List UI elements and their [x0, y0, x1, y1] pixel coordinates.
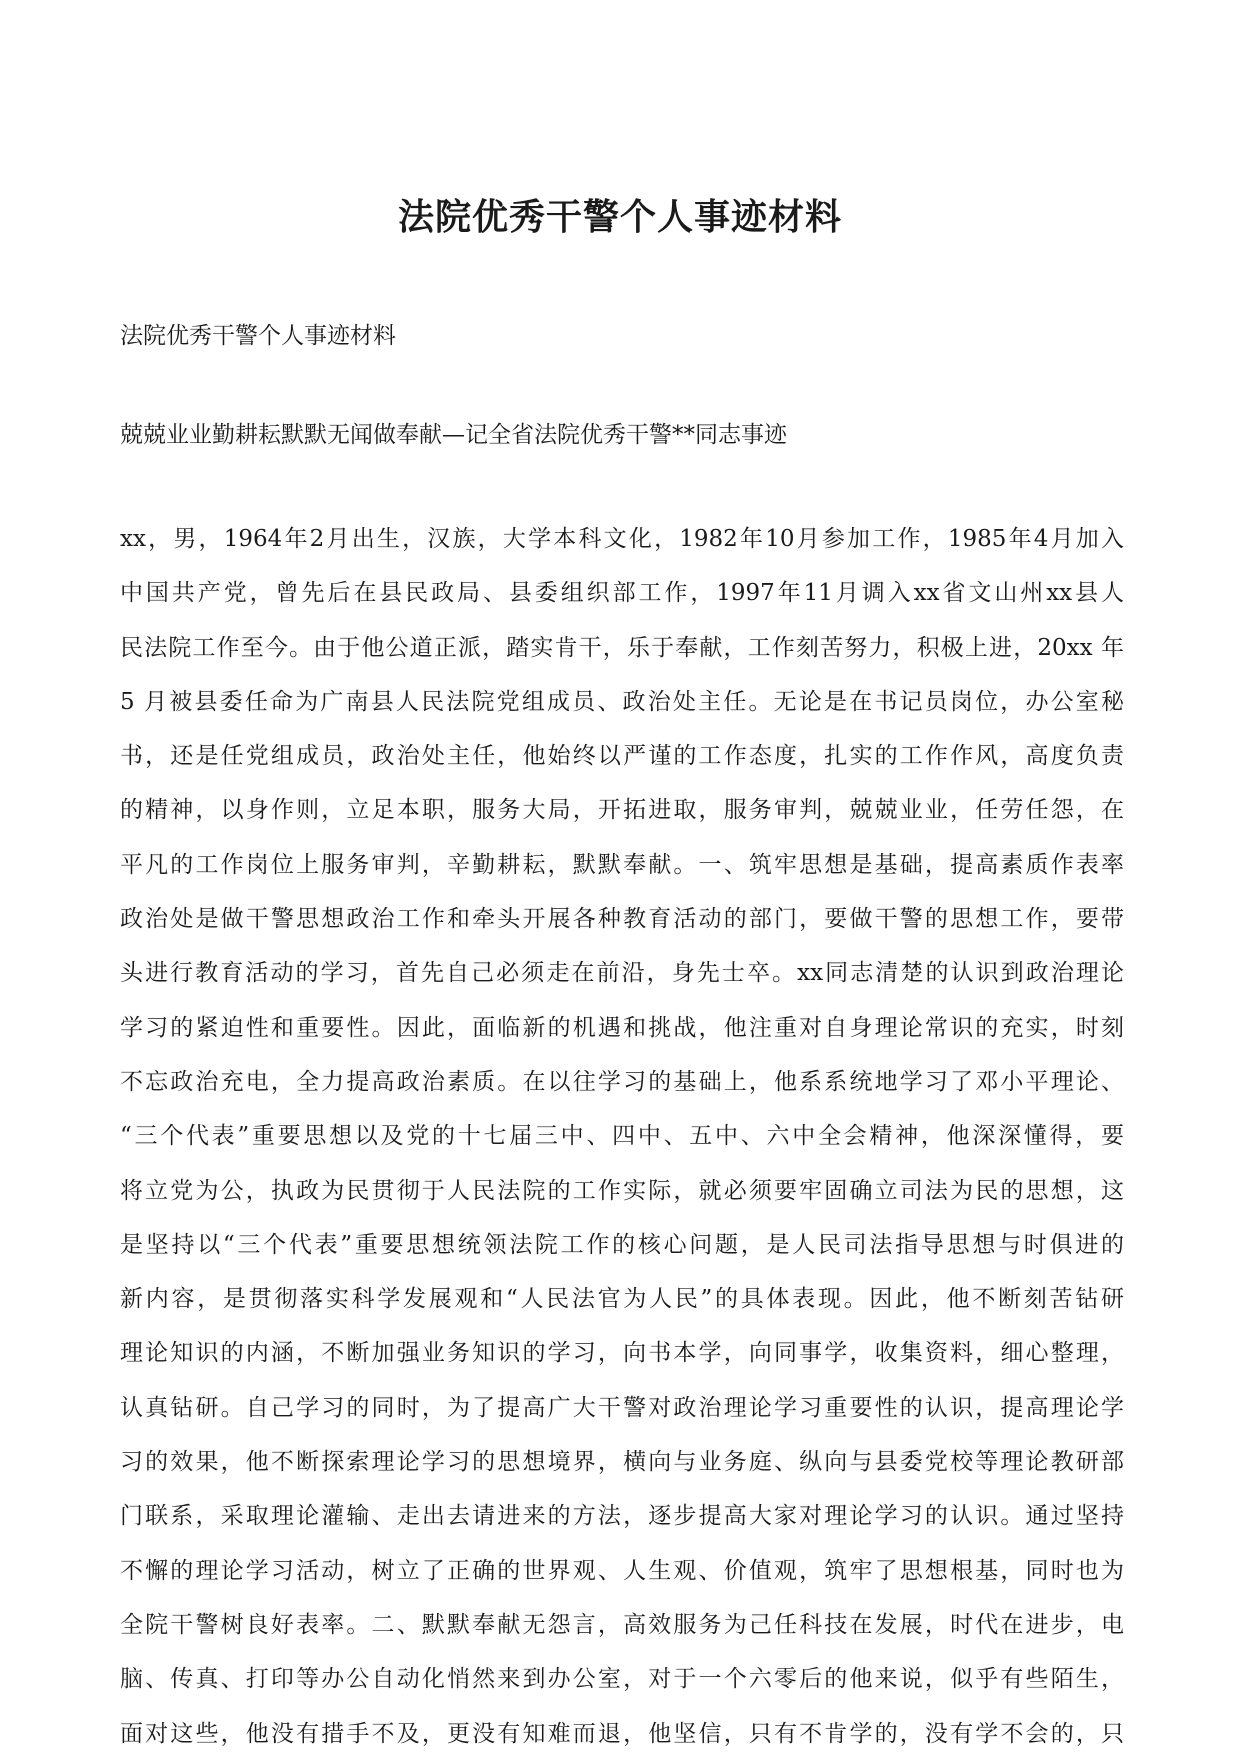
document-subtitle: 法院优秀干警个人事迹材料: [120, 323, 396, 349]
body-line: xx，男，1964年2月出生，汉族，大学本科文化，1982年10月参加工作，1985年4月加入: [120, 526, 1124, 552]
body-line: 学习的紧迫性和重要性。因此，面临新的机遇和挑战，他注重对自身理论常识的充实，时刻: [120, 1014, 1124, 1041]
body-text: [120, 512, 1124, 1761]
body-line: “三个代表”重要思想以及党的十七届三中、四中、五中、六中全会精神，他深深懂得，要: [120, 1123, 1124, 1150]
body-line: 平凡的工作岗位上服务审判，辛勤耕耘，默默奉献。一、筑牢思想是基础，提高素质作表率: [120, 851, 1124, 878]
body-line: 书，还是任党组成员，政治处主任，他始终以严谨的工作态度，扎实的工作作风，高度负责: [120, 743, 1124, 770]
body-line: 的精神，以身作则，立足本职，服务大局，开拓进取，服务审判，兢兢业业，任劳任怨，在: [120, 797, 1124, 824]
body-line: 中国共产党，曾先后在县民政局、县委组织部工作，1997年11月调入xx省文山州xx县人: [120, 580, 1124, 607]
body-line: 政治处是做干警思想政治工作和牵头开展各种教育活动的部门，要做干警的思想工作，要带: [120, 906, 1124, 933]
body-line: 将立党为公，执政为民贯彻于人民法院的工作实际，就必须要牢固确立司法为民的思想，这: [120, 1177, 1124, 1204]
body-line: 新内容，是贯彻落实科学发展观和“人民法官为人民”的具体表现。因此，他不断刻苦钻研: [120, 1286, 1124, 1313]
body-line: 全院干警树良好表率。二、默默奉献无怨言，高效服务为己任科技在发展，时代在进步，电: [120, 1611, 1124, 1638]
body-line: 习的效果，他不断探索理论学习的思想境界，横向与业务庭、纵向与县委党校等理论教研部: [120, 1449, 1124, 1476]
document-title: 法院优秀干警个人事迹材料: [397, 196, 842, 238]
body-line: 不懈的理论学习活动，树立了正确的世界观、人生观、价值观，筑牢了思想根基，同时也为: [120, 1557, 1124, 1584]
body-line: 认真钻研。自己学习的同时，为了提高广大干警对政治理论学习重要性的认识，提高理论学: [120, 1394, 1124, 1421]
body-line: 脑、传真、打印等办公自动化悄然来到办公室，对于一个六零后的他来说，似乎有些陌生，: [120, 1666, 1124, 1693]
body-line: 不忘政治充电，全力提高政治素质。在以往学习的基础上，他系系统地学习了邓小平理论、: [120, 1068, 1124, 1095]
article-headline: 兢兢业业勤耕耘默默无闻做奉献—记全省法院优秀干警**同志事迹: [120, 422, 787, 448]
body-line: 是坚持以“三个代表”重要思想统领法院工作的核心问题，是人民司法指导思想与时俱进的: [120, 1231, 1124, 1258]
body-line: 理论知识的内涵，不断加强业务知识的学习，向书本学，向同事学，收集资料，细心整理，: [120, 1340, 1124, 1367]
body-line: 头进行教育活动的学习，首先自己必须走在前沿，身先士卒。xx同志清楚的认识到政治理论: [120, 960, 1124, 987]
body-line: 5 月被县委任命为广南县人民法院党组成员、政治处主任。无论是在书记员岗位，办公室秘: [120, 688, 1124, 715]
body-line: 门联系，采取理论灌输、走出去请进来的方法，逐步提高大家对理论学习的认识。通过坚持: [120, 1503, 1124, 1530]
body-line: 民法院工作至今。由于他公道正派，踏实肯干，乐于奉献，工作刻苦努力，积极上进，20xx 年: [120, 634, 1124, 661]
body-line: 面对这些，他没有措手不及，更没有知难而退，他坚信，只有不肯学的，没有学不会的，只: [120, 1720, 1124, 1747]
